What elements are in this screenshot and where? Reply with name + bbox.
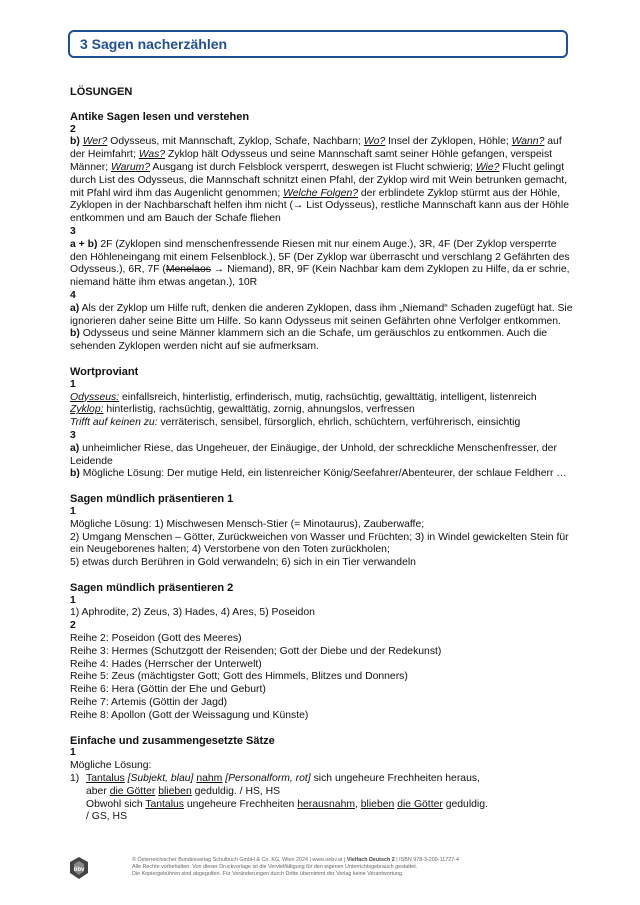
category-label: Trifft auf keinen zu: — [70, 417, 158, 429]
answer-line: 1) Aphrodite, 2) Zeus, 3) Hades, 4) Ares, 5) Poseidon — [70, 607, 315, 619]
verb-word: blieben — [158, 785, 192, 797]
annotation: [Personalform, rot] — [222, 773, 311, 785]
label: b) — [70, 136, 80, 148]
answer-text: Als der Zyklop um Hilfe ruft, denken die anderen Zyklopen, dass ihm „Niemand“ Schaden zugefügt hat. Sie ignorieren daher seine Bitte um Hilfe. So kann Odysseus mit seinen Gefährten ohne Verfolger entkommen. — [70, 302, 573, 327]
verb-word: blieben — [360, 798, 395, 810]
answer-text: der erblindete Zyklop stürmt aus der Höhle, Zyklopen in der Nachbarschaft helfen ihm nicht (→ List Odysseus), restliche Mannschaft kann aus der Höhle entkommen und am Bauch der Schafe fliehen — [70, 187, 569, 225]
item-number: 1) — [70, 773, 80, 785]
chapter-header — [68, 30, 568, 58]
subject-word: Tantalus — [86, 773, 125, 785]
verb-word: herausnahm — [297, 798, 355, 810]
section-antike-sagen — [70, 111, 575, 354]
chapter-title: 3 Sagen nacherzählen — [80, 36, 228, 52]
subject-word: die Götter — [397, 798, 443, 810]
section-praesentieren-1 — [70, 493, 575, 570]
subject-word: Tantalus — [145, 798, 184, 810]
task-number: 1 — [70, 594, 76, 606]
section-saetze — [70, 735, 575, 825]
answer-paragraph — [70, 239, 575, 290]
task-number: 2 — [70, 620, 76, 632]
task-number: 1 — [70, 505, 76, 517]
page-footer — [132, 857, 572, 879]
category-label: Odysseus: — [70, 391, 120, 403]
task-number: 1 — [70, 747, 76, 759]
answer-text: hinterlistig, rachsüchtig, gewalttätig, zornig, ahnungslos, verfressen — [103, 404, 415, 416]
oebv-logo-icon — [68, 856, 90, 880]
answer-line: 2) Umgang Menschen – Götter, Zurückweichen von Wasser und Früchten; 3) in Windel gewickelten Stein für ein Neugeborenes halten; 4) Verstorbene von den Toten zurückholen; — [70, 531, 569, 556]
category-label: Zyklop: — [70, 404, 104, 416]
answer-text: → Niemand), 8R, 9F (Kein Nachbar kam dem Zyklopen zu Hilfe, da er schrie, niemand hätte ihm etwas angetan.), 10R — [70, 264, 570, 289]
label: a) — [70, 442, 80, 454]
answer-text: Insel der Zyklopen, Höhle; — [385, 136, 512, 148]
subject-word: die Götter — [109, 785, 156, 797]
task-number: 3 — [70, 225, 76, 237]
answer-text: 2F (Zyklopen sind menschenfressende Riesen mit nur einem Auge.), 3R, 4F (Der Zyklop versperrte den Höhleneingang mit einem Felsenblock.), 5F (Der Zyklop war überrascht und verschlang 2 Gefährten des Odysseus.), 6R, 7F ( — [70, 238, 570, 276]
section-title: Sagen mündlich präsentieren 1 — [70, 493, 234, 506]
logo-text: öbv — [73, 867, 85, 873]
answer-text: auf der Heimfahrt; — [70, 136, 562, 161]
sentence-text: Obwohl sich — [86, 798, 146, 810]
sentence-line — [70, 786, 575, 799]
sentence-line — [70, 773, 575, 786]
task-number: 1 — [70, 378, 76, 390]
task-number: 3 — [70, 429, 76, 441]
section-wortproviant — [70, 366, 575, 481]
row-line: Reihe 4: Hades (Herrscher der Unterwelt) — [70, 658, 262, 670]
answer-text: Mögliche Lösung: Der mutige Held, ein listenreicher König/Seefahrer/Abenteurer, der schlaue Feldherr … — [79, 468, 567, 480]
answer-text: Flucht gelingt durch List des Odysseus, die Mannschaft schnitzt einen Pfahl, der Zyklop wird mit Wein betrunken gemacht, mit Pfahl wird ihm das Augenlicht genommen; — [70, 161, 568, 199]
sentence-line — [70, 799, 575, 812]
punctuation: , — [355, 798, 361, 810]
answer-text: Odysseus und seine Männer klammern sich an die Schafe, um geräuschlos zu entkommen. Auch die sehenden Zyklopen werden nicht auf sie aufmerksam. — [70, 328, 548, 353]
answer-text: Zyklop hält Odysseus und seine Mannschaft samt seiner Höhle gefangen, verspeist Männer; — [70, 149, 553, 173]
section-title: Sagen mündlich präsentieren 2 — [70, 581, 234, 594]
answer-line: Mögliche Lösung: 1) Mischwesen Mensch-Stier (= Minotaurus), Zauberwaffe; — [70, 518, 425, 530]
answer-text: Ausgang ist durch Felsblock versperrt, deswegen ist Flucht schwierig; — [150, 161, 476, 173]
answer-paragraph — [70, 136, 575, 226]
document-body — [70, 86, 575, 824]
answer-paragraph — [70, 468, 575, 481]
question-word: Was? — [138, 149, 166, 161]
answer-text: unheimlicher Riese, das Ungeheuer, der Einäugige, der Unhold, der schreckliche Menschenfresser, der Leidende — [70, 442, 557, 467]
section-praesentieren-2 — [70, 582, 575, 723]
sentence-line: / GS, HS — [86, 811, 127, 823]
section-title: Einfache und zusammengesetzte Sätze — [70, 734, 275, 747]
answer-line: 5) etwas durch Berühren in Gold verwandeln; 6) sich in ein Tier verwandeln — [70, 557, 416, 569]
verb-word: nahm — [196, 773, 223, 785]
footer-book-title: Vielfach Deutsch 2 — [346, 857, 395, 863]
row-line: Reihe 8: Apollon (Gott der Weissagung und Künste) — [70, 709, 309, 721]
answer-text: einfallsreich, hinterlistig, erfinderisch, mutig, rachsüchtig, gewalttätig, intelligent, listenreich — [119, 391, 537, 403]
footer-isbn: | ISBN 978-3-209-11727-4 — [394, 857, 459, 863]
row-line: Reihe 7: Artemis (Göttin der Jagd) — [70, 697, 228, 709]
question-word: Welche Folgen? — [283, 187, 359, 199]
question-word: Warum? — [111, 161, 151, 173]
question-word: Wie? — [475, 161, 500, 173]
label: a) — [70, 302, 80, 314]
label: b) — [70, 328, 80, 340]
section-title: Antike Sagen lesen und verstehen — [70, 110, 250, 123]
question-word: Wer? — [82, 136, 108, 148]
task-number: 2 — [70, 123, 76, 135]
question-word: Wo? — [363, 136, 386, 148]
row-line: Reihe 3: Hermes (Schutzgott der Reisenden; Gott der Diebe und der Redekunst) — [70, 645, 442, 657]
answer-line — [70, 417, 575, 430]
sentence-text: geduldig. — [442, 798, 488, 810]
answer-paragraph — [70, 303, 575, 329]
footer-line — [132, 857, 572, 864]
answer-paragraph — [70, 328, 575, 354]
annotation: [Subjekt, blau] — [124, 773, 197, 785]
section-title: Wortproviant — [70, 365, 139, 378]
answer-line: Mögliche Lösung: — [70, 760, 152, 772]
answer-paragraph — [70, 443, 575, 469]
sentence-text: aber — [86, 785, 110, 797]
question-word: Wann? — [511, 136, 545, 148]
answer-line — [70, 404, 575, 417]
label: a + b) — [70, 238, 98, 250]
sentence-text: ungeheure Frechheiten — [184, 798, 298, 810]
sentence-text: geduldig. / HS, HS — [191, 785, 281, 797]
task-number: 4 — [70, 289, 76, 301]
sentence-text: sich ungeheure Frechheiten heraus, — [310, 773, 480, 785]
label: b) — [70, 468, 80, 480]
footer-line: Alle Rechte vorbehalten. Von dieser Druckvorlage ist die Vervielfältigung für den eigenen Unterrichtsgebrauch gestattet. — [132, 864, 418, 871]
row-line: Reihe 5: Zeus (mächtigster Gott; Gott des Himmels, Blitzes und Donners) — [70, 671, 408, 683]
footer-text: © Österreichischer Bundesverlag Schulbuch GmbH & Co. KG, Wien 2024 | www.oebv.at | — [132, 857, 347, 863]
struck-word: Menelaos — [165, 264, 211, 276]
answer-line — [70, 392, 575, 405]
main-title: LÖSUNGEN — [70, 86, 133, 98]
answer-text: Odysseus, mit Mannschaft, Zyklop, Schafe, Nachbarn; — [107, 136, 364, 148]
footer-line: Die Kopiergebühren sind abgegolten. Für Veränderungen durch Dritte übernimmt der Verlag keine Verantwortung. — [132, 871, 404, 878]
row-line: Reihe 6: Hera (Göttin der Ehe und Geburt) — [70, 684, 266, 696]
row-line: Reihe 2: Poseidon (Gott des Meeres) — [70, 633, 242, 645]
answer-text: verräterisch, sensibel, fürsorglich, ehrlich, schüchtern, verführerisch, einsichtig — [157, 417, 521, 429]
